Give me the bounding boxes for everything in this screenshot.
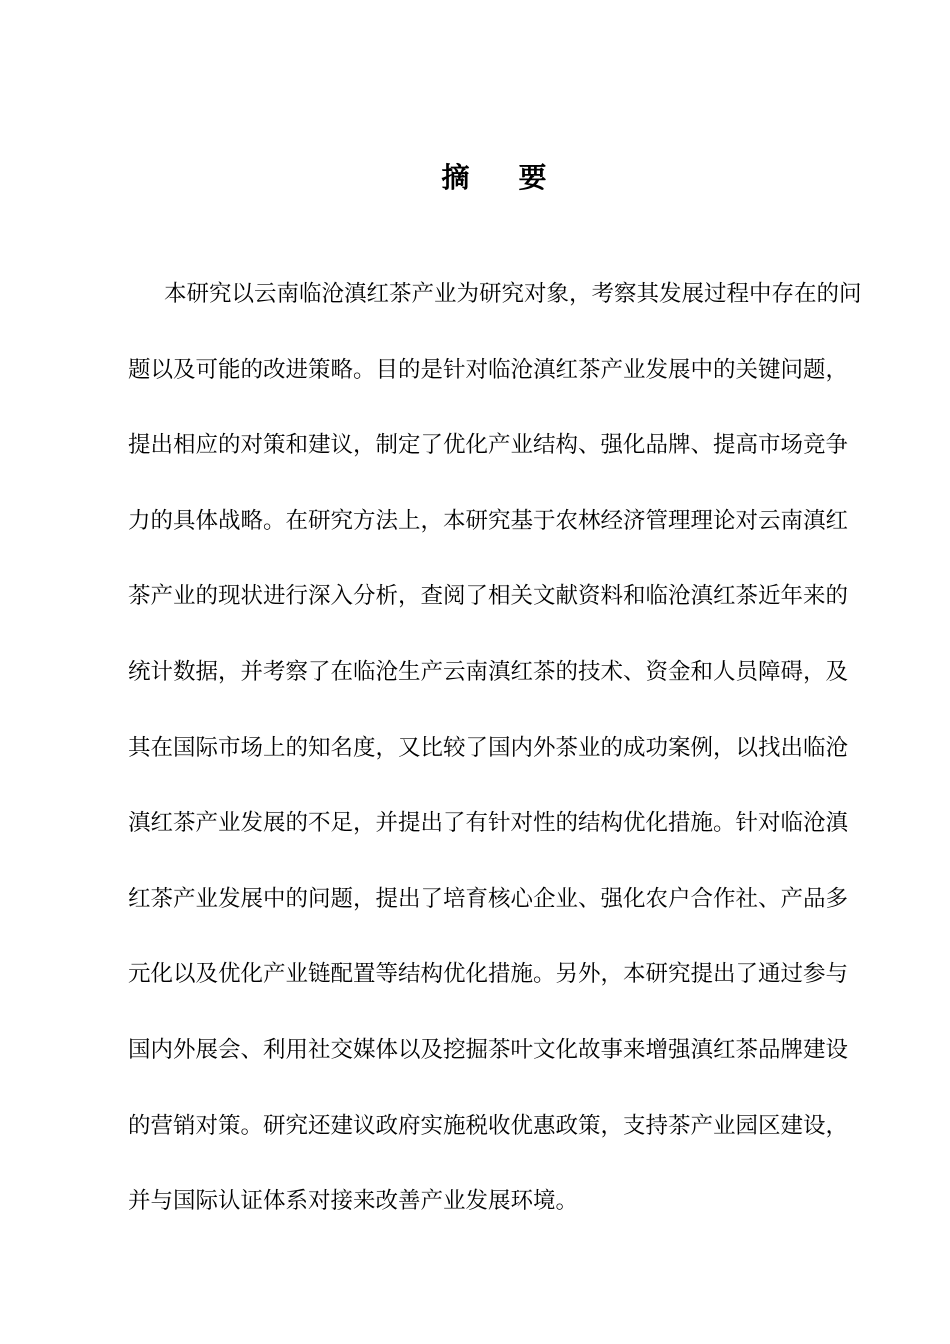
abstract-line: 本研究以云南临沧滇红茶产业为研究对象，考察其发展过程中存在的问 (164, 281, 862, 307)
abstract-line: 力的具体战略。在研究方法上，本研究基于农林经济管理理论对云南滇红 (128, 507, 849, 534)
abstract-line: 茶产业的现状进行深入分析，查阅了相关文献资料和临沧滇红茶近年来的 (128, 583, 849, 610)
abstract-line: 题以及可能的改进策略。目的是针对临沧滇红茶产业发展中的关键问题， (128, 356, 849, 383)
abstract-line: 并与国际认证体系对接来改善产业发展环境。 (128, 1188, 579, 1215)
abstract-line: 滇红茶产业发展的不足，并提出了有针对性的结构优化措施。针对临沧滇 (128, 810, 849, 837)
abstract-line: 其在国际市场上的知名度，又比较了国内外茶业的成功案例，以找出临沧 (128, 734, 849, 761)
abstract-line: 的营销对策。研究还建议政府实施税收优惠政策，支持茶产业园区建设， (128, 1112, 849, 1139)
abstract-line: 红茶产业发展中的问题，提出了培育核心企业、强化农户合作社、产品多 (128, 885, 849, 912)
abstract-title: 摘 要 (441, 161, 549, 194)
abstract-line: 提出相应的对策和建议，制定了优化产业结构、强化品牌、提高市场竞争 (128, 432, 849, 459)
abstract-line: 元化以及优化产业链配置等结构优化措施。另外，本研究提出了通过参与 (128, 961, 849, 988)
abstract-body (128, 272, 868, 1255)
abstract-line: 统计数据，并考察了在临沧生产云南滇红茶的技术、资金和人员障碍，及 (128, 658, 849, 685)
abstract-line: 国内外展会、利用社交媒体以及挖掘茶叶文化故事来增强滇红茶品牌建设 (128, 1036, 849, 1063)
